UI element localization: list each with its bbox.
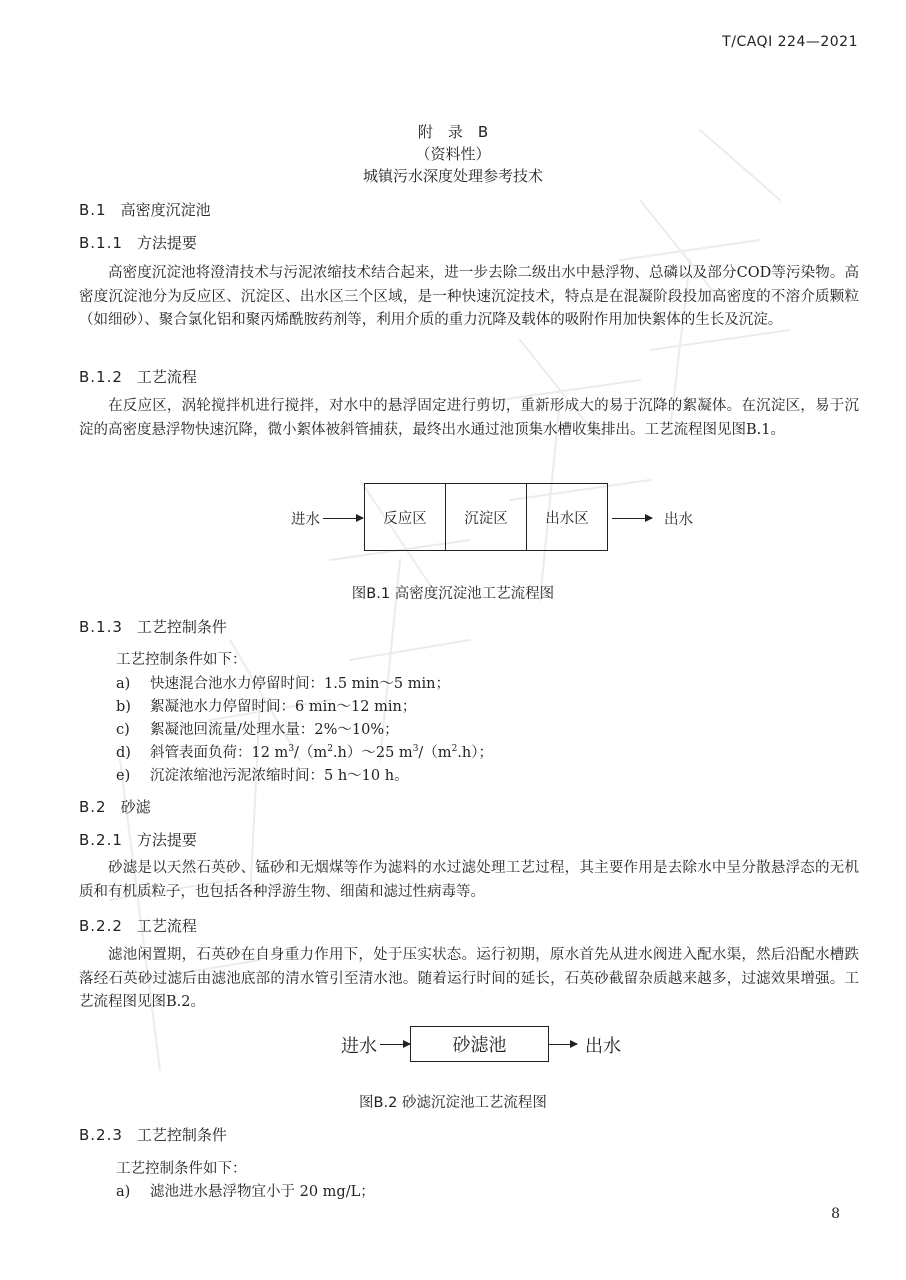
paragraph-b22: 滤池闲置期，石英砂在自身重力作用下，处于压实状态。运行初期，原水首先从进水阀进入配水渠，然后沿配水槽跌落经石英砂过滤后由滤池底部的清水管引至清水池。随着运行时间的延长，石英砂截留杂质越来越多，过滤效果增强。工艺流程图见图B.2。 [79, 947, 859, 1010]
flow-box-reaction-zone: 反应区 [364, 483, 446, 551]
paragraph-b21: 砂滤是以天然石英砂、锰砂和无烟煤等作为滤料的水过滤处理工艺过程，其主要作用是去除水中呈分散悬浮态的无机质和有机质粒子，也包括各种浮游生物、细菌和滤过性病毒等。 [79, 860, 859, 900]
list-text: 斜管表面负荷：12 $m^3/(m^2.h)\sim 25$ $m^3/(m^2.h)$； [150, 744, 493, 761]
section-number: B.2 [79, 798, 107, 816]
flow-arrow [549, 1044, 577, 1045]
list-label: b) [116, 699, 131, 715]
flow-inlet-label: 进水 [291, 512, 320, 528]
section-number: B.2.1 [79, 831, 123, 849]
flow-outlet-label: 出水 [664, 512, 693, 528]
section-title: 高密度沉淀池 [120, 201, 211, 219]
list-item [116, 672, 450, 693]
section-title: 方法提要 [136, 831, 197, 849]
list-text: 滤池进水悬浮物宜小于 20 mg/L； [150, 1184, 375, 1200]
flow-inlet-label: 进水 [341, 1036, 377, 1057]
section-title: 工艺控制条件 [136, 1126, 227, 1144]
appendix-type: （资料性） [415, 145, 491, 163]
document-id: T/CAQI 224—2021 [722, 34, 858, 50]
list-intro: 工艺控制条件如下： [116, 652, 247, 668]
section-title: 工艺控制条件 [136, 618, 227, 636]
section-heading-b22 [79, 915, 197, 936]
section-number: B.1 [79, 201, 107, 219]
flow-box-settling-zone: 沉淀区 [445, 483, 527, 551]
list-label: e) [116, 768, 131, 784]
flow-arrow [380, 1044, 410, 1045]
section-title: 方法提要 [136, 234, 197, 252]
section-title: 砂滤 [120, 798, 151, 816]
list-item [116, 695, 416, 716]
section-number: B.2.2 [79, 917, 123, 935]
appendix-subtitle: 城镇污水深度处理参考技术 [362, 167, 543, 185]
appendix-title: 附 录 B [417, 123, 489, 141]
list-item [116, 764, 409, 785]
section-heading-b21 [79, 829, 197, 850]
section-heading-b11 [79, 232, 197, 253]
list-item [116, 741, 493, 762]
flow-box-sand-filter: 砂滤池 [410, 1026, 549, 1062]
list-text: 絮凝池水力停留时间：6 min～12 min； [150, 699, 417, 715]
section-number: B.1.2 [79, 368, 123, 386]
paragraph-b11: 高密度沉淀池将澄清技术与污泥浓缩技术结合起来，进一步去除二级出水中悬浮物、总磷以及部分COD等污染物。高密度沉淀池分为反应区、沉淀区、出水区三个区域，是一种快速沉淀技术，特点是在混凝阶段投加高密度的不溶介质颗粒（如细砂）、聚合氯化铝和聚丙烯酰胺药剂等，利用介质的重力沉降及载体的吸附作用加快絮体的生长及沉淀。 [79, 265, 859, 328]
list-intro: 工艺控制条件如下： [116, 1161, 247, 1177]
list-text: 快速混合池水力停留时间：1.5 min～5 min； [150, 676, 450, 692]
flow-outlet-label: 出水 [585, 1036, 621, 1057]
page-number: 8 [831, 1206, 840, 1222]
section-heading-b2 [79, 796, 151, 817]
list-label: d) [116, 745, 131, 761]
section-heading-b12 [79, 366, 197, 387]
paragraph-b12: 在反应区，涡轮搅拌机进行搅拌，对水中的悬浮固定进行剪切，重新形成大的易于沉降的絮凝体。在沉淀区，易于沉淀的高密度悬浮物快速沉降，微小絮体被斜管捕获，最终出水通过池顶集水槽收集排出。工艺流程图见图B.1。 [79, 398, 859, 438]
list-text: 沉淀浓缩池污泥浓缩时间：5 h～10 h。 [150, 768, 409, 784]
section-number: B.1.3 [79, 618, 123, 636]
section-heading-b1 [79, 199, 211, 220]
flow-box-outlet-zone: 出水区 [526, 483, 608, 551]
list-label: c) [116, 722, 130, 738]
section-title: 工艺流程 [136, 917, 197, 935]
figure-caption-b1: 图B.1 高密度沉淀池工艺流程图 [351, 586, 555, 602]
list-label: a) [116, 1184, 131, 1200]
flow-arrow [323, 518, 363, 519]
list-label: a) [116, 676, 131, 692]
section-heading-b23 [79, 1124, 227, 1145]
list-text: 絮凝池回流量/处理水量：2%～10%； [150, 722, 399, 738]
list-item [116, 1180, 375, 1201]
section-heading-b13 [79, 616, 227, 637]
section-number: B.1.1 [79, 234, 123, 252]
section-number: B.2.3 [79, 1126, 123, 1144]
list-item [116, 718, 399, 739]
section-title: 工艺流程 [136, 368, 197, 386]
figure-caption-b2: 图B.2 砂滤沉淀池工艺流程图 [359, 1095, 547, 1111]
flow-arrow [612, 518, 652, 519]
